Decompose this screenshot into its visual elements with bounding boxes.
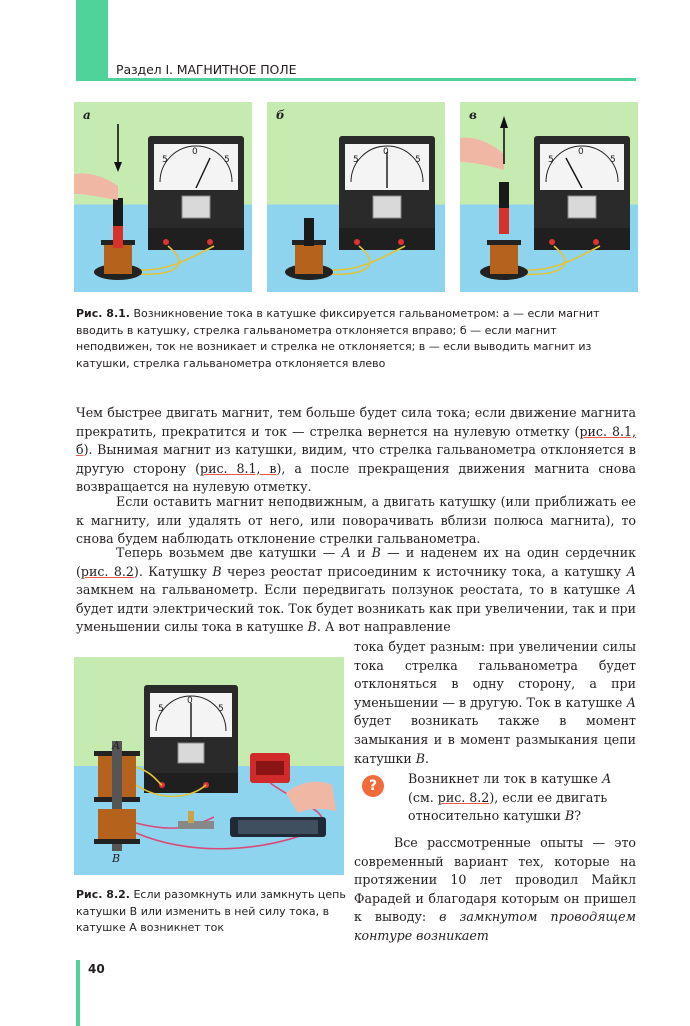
text-run: ), а после прекращения движения магнита снова возвращается на нулевую отметку. [76,460,636,495]
header-accent-bar [76,0,108,78]
question-icon: ? [362,775,384,797]
panel-label-c: в [469,108,477,122]
galvanometer-magnet-illustration-c [460,102,638,292]
text-run: Теперь возьмем две катушки — [116,545,342,560]
section-title: Раздел I. МАГНИТНОЕ ПОЛЕ [116,62,297,77]
page-number: 40 [88,962,105,976]
two-coils-circuit-illustration [74,657,344,875]
scale-label-right: 5 [224,155,230,165]
caption-text: Возникновение тока в катушке фиксируется гальванометром: а — если магнит вводить в катушку, стрелка гальванометра отклоняется вправо; б — если магнит неподвижен, ток не возникает и стрелка не отклоняется; в — если выводить магнит из катушки, стрелка гальванометра отклоняется влево [76,307,600,370]
figure-reference-link[interactable]: рис. 8.1, б [76,423,636,458]
figure-8-1-panel-c [460,102,638,292]
text-run: Чем быстрее двигать магнит, тем больше будет сила тока; если движение магнита прекратить, прекратится и ток — стрелка вернется на нулевую отметку ( [76,405,636,439]
figure-8-1-caption [76,306,636,372]
scale-label-zero: 0 [383,147,389,157]
variable: В [415,750,425,766]
text-run: . А вот направление [316,619,451,635]
figure-8-2-photo [74,657,344,875]
text-run: (см. [408,789,438,805]
galvanometer-magnet-illustration-b [267,102,445,292]
text-run: Возникнет ли ток в катушке [408,771,602,786]
panel-label-a: а [83,108,91,122]
text-run: ? [574,808,581,824]
caption-text: Если разомкнуть или замкнуть цепь катушки B или изменить в ней силу тока, в катушке A возникнет ток [76,888,346,934]
variable: А [341,545,351,560]
galvanometer-magnet-illustration-a [74,102,252,292]
variable: В [371,545,381,560]
variable: В [212,563,222,579]
text-run: ). Вынимая магнит из катушки, видим, что стрелка гальванометра отклоняется в другую сторону ( [76,442,636,476]
question-text [408,770,636,826]
side-paragraph-1 [354,638,636,768]
scale-label-left: 5 [158,704,164,714]
text-run: будет возникать также в момент замыкания и в момент размыкания цепи катушки [354,713,636,766]
variable: В [307,619,317,635]
text-run: ), если ее двигать относительно катушки [408,789,608,824]
text-run: и [350,545,372,560]
emphasized-text: в замкнутом проводящем контуре возникает [354,909,636,943]
scale-label-left: 5 [353,155,359,165]
scale-label-zero: 0 [578,147,584,157]
scale-label-right: 5 [218,704,224,714]
paragraph-1 [76,404,636,497]
text-run: будет идти электрический ток. Ток будет возникать как при увеличении, так и при уменьшении силы тока в катушке [76,600,636,635]
text-run: ). Катушку [133,563,213,579]
variable: А [626,694,636,710]
text-run: — и наденем их на один сердечник ( [76,545,636,579]
footer-accent-bar [76,960,80,1026]
text-run: через реостат присоединим к источнику тока, а катушку [221,563,627,579]
side-paragraph-2 [354,834,636,946]
figure-reference-link[interactable]: рис. 8.2 [80,563,134,579]
figure-8-2-caption [76,887,346,937]
text-run: Все рассмотренные опыты — это современный вариант тех, которые на протяжении 10 лет проводил Майкл Фарадей и благодаря которым он пришел к выводу: [354,835,636,925]
scale-label-right: 5 [415,155,421,165]
scale-label-zero: 0 [192,147,198,157]
variable: А [626,563,636,579]
panel-label-b: б [276,108,285,122]
figure-reference-link[interactable]: рис. 8.2 [437,789,490,805]
scale-label-left: 5 [548,155,554,165]
caption-label: Рис. 8.1. [76,307,130,320]
text-run: тока будет разным: при увеличении силы тока стрелка гальванометра будет отклоняться в одну сторону, а при уменьшении — в другую. Ток в катушке [354,639,636,710]
caption-label: Рис. 8.2. [76,888,130,901]
header-rule [76,78,636,81]
scale-label-right: 5 [610,155,616,165]
figure-reference-link[interactable]: рис. 8.1, в [200,460,277,476]
coil-label-a: А [112,739,121,752]
text-run: . [425,750,430,766]
paragraph-3 [76,544,636,637]
figure-8-1-panel-b [267,102,445,292]
figure-8-1-panel-a [74,102,252,292]
variable: В [564,808,575,824]
scale-label-left: 5 [162,155,168,165]
variable: А [601,771,612,786]
scale-label-zero: 0 [187,696,193,706]
text-run: замкнем на гальванометр. Если передвигать ползунок реостата, то в катушке [76,582,627,598]
coil-label-b: В [112,852,121,865]
paragraph-2: Если оставить магнит неподвижным, а двигать катушку (или приближать ее к магниту, или удалять от него, или поворачивать вблизи полюса магнита), то снова будем наблюдать отклонение стрелки гальванометра. [76,494,636,547]
variable: А [626,582,636,598]
